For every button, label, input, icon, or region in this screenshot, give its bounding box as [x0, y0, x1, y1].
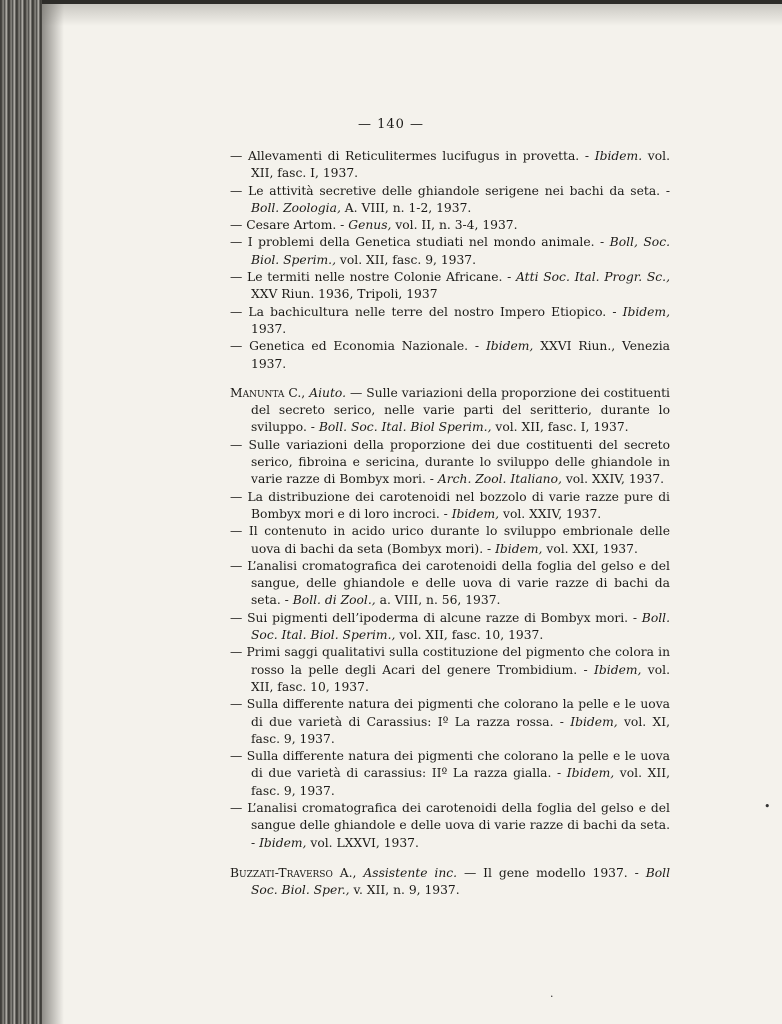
entry-manunta-cromatografica-2: — L’analisi cromatografica dei carotenoidi della foglia del gelso e del sangue delle ghiandole e delle uova di varie razze di bachi da seta. - Ibidem, vol. LXXVI, 1937. [230, 800, 670, 850]
entry-manunta-ipoderma: — Sui pigmenti dell’ipoderma di alcune razze di Bombyx mori. - Boll. Soc. Ital. Biol. Sperim., vol. XII, fasc. 10, 1937. [230, 610, 670, 643]
book-binding-edge [0, 0, 42, 1024]
section-gap [230, 373, 670, 385]
entry-manunta-carassius-gialla: — Sulla differente natura dei pigmenti che colorano la pelle e le uova di due varietà di carassius: IIº La razza gialla. - Ibidem, vol. XII, fasc. 9, 1937. [230, 749, 671, 798]
entry-buzzati: Buzzati-Traverso A., Assistente inc. — Il gene modello 1937. - Boll Soc. Biol. Sper., v. XII, n. 9, 1937. [230, 865, 671, 898]
author-buzzati: Buzzati-Traverso A., [230, 865, 357, 880]
entry-manunta-fibroina: — Sulle variazioni della proporzione dei due costituenti del secreto serico, fibroina e sericina, durante lo sviluppo delle ghiandole in varie razze di Bombyx mori. - Arch. Zool. Italiano, vol. XXIV, 1937. [230, 437, 670, 487]
binding-shadow [42, 0, 64, 1024]
entry-manunta-first: Manunta C., Aiuto. — Sulle variazioni della proporzione dei costituenti del secreto serico, nelle varie parti del seritterio, durante lo sviluppo. - Boll. Soc. Ital. Biol Sperim., vol. XII, fasc. I, 1937. [230, 385, 670, 435]
role-manunta: Aiuto. [309, 385, 346, 400]
entry-termiti-colonie: — Le termiti nelle nostre Colonie Africane. - Atti Soc. Ital. Progr. Sc., XXV Riun. 1936, Tripoli, 1937 [230, 270, 671, 302]
bibliography-list [230, 148, 670, 899]
ink-speck: • [764, 800, 771, 813]
entry-manunta-cromatografica-1: — L’analisi cromatografica dei carotenoidi della foglia del gelso e del sangue, delle ghiandole e delle uova di varie razze di bachi da seta. - Boll. di Zool., a. VIII, n. 56, 1937. [230, 558, 670, 608]
entry-bachicultura: — La bachicultura nelle terre del nostro Impero Etiopico. - Ibidem, 1937. [230, 304, 670, 336]
entry-cesare-artom: — Cesare Artom. - Genus, vol. II, n. 3-4, 1937. [230, 218, 518, 233]
ink-speck: · [550, 990, 554, 1003]
entry-attivita-secretive: — Le attività secretive delle ghiandole serigene nei bachi da seta. - Boll. Zoologia, A. VIII, n. 1-2, 1937. [230, 183, 670, 215]
section-gap [230, 852, 670, 865]
role-buzzati: Assistente inc. [363, 865, 458, 880]
entry-reticulitermes: — Allevamenti di Reticulitermes lucifugus in provetta. - Ibidem. vol. XII, fasc. I, 1937. [230, 149, 670, 181]
entry-manunta-trombidium: — Primi saggi qualitativi sulla costituzione del pigmento che colora in rosso la pelle degli Acari del genere Trombidium. - Ibidem, vol. XII, fasc. 10, 1937. [230, 645, 670, 694]
entry-manunta-carassius-rossa: — Sulla differente natura dei pigmenti che colorano la pelle e le uova di due varietà di Carassius: Iº La razza rossa. - Ibidem, vol. XI, fasc. 9, 1937. [230, 697, 670, 746]
entry-manunta-acido-urico: — Il contenuto in acido urico durante lo sviluppo embrionale delle uova di bachi da seta (Bombyx mori). - Ibidem, vol. XXI, 1937. [230, 524, 670, 556]
author-manunta: Manunta C., [230, 385, 306, 400]
entry-manunta-bozzolo: — La distribuzione dei carotenoidi nel bozzolo di varie razze pure di Bombyx mori e di loro incroci. - Ibidem, vol. XXIV, 1937. [230, 489, 670, 521]
entry-problemi-genetica: — I problemi della Genetica studiati nel mondo animale. - Boll, Soc. Biol. Sperim., vol. XII, fasc. 9, 1937. [230, 235, 671, 267]
page-top-shadow [42, 4, 782, 26]
page-number: — 140 — [357, 117, 425, 132]
entry-genetica-economia: — Genetica ed Economia Nazionale. - Ibidem, XXVI Riun., Venezia 1937. [230, 339, 670, 371]
